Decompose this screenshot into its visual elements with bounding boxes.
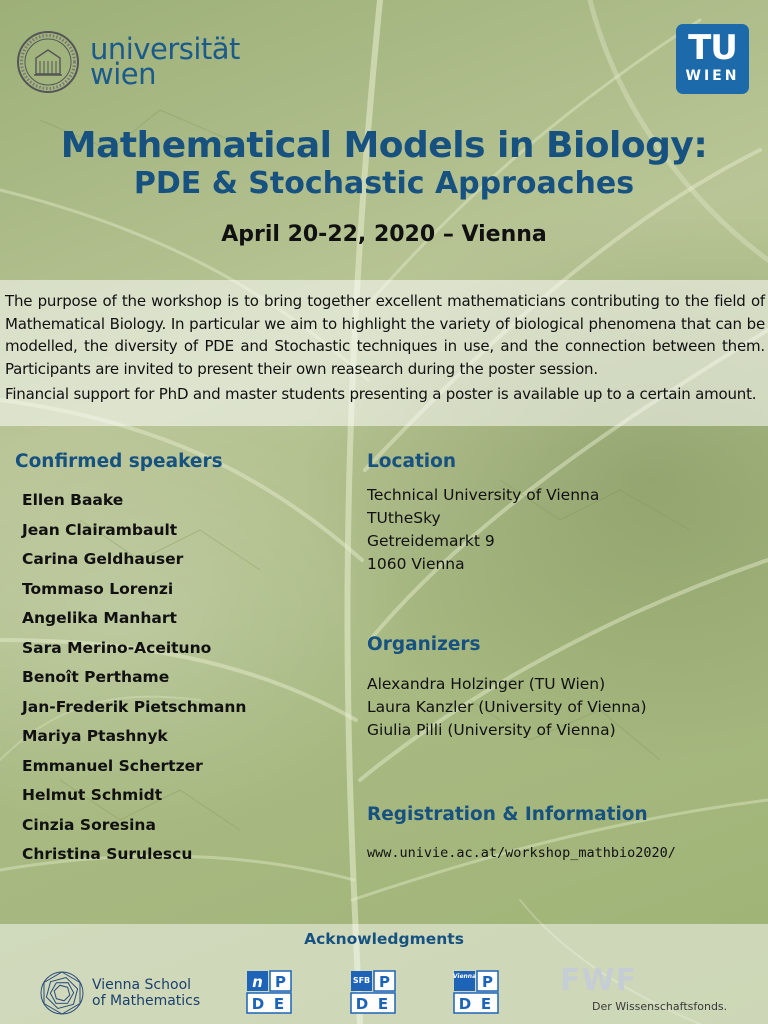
speaker-name: Jan-Frederik Pietschmann [22, 697, 247, 716]
speaker-name: Benoît Perthame [22, 668, 170, 686]
location-line: Technical University of Vienna [367, 486, 600, 504]
vienna-label: Vienna [453, 973, 477, 980]
npde-n: n [252, 973, 263, 991]
location-line: TUtheSky [367, 509, 441, 527]
organizers-list [367, 673, 647, 742]
acknowledgments-heading: Acknowledgments [304, 930, 464, 948]
vsm-spiral-icon [38, 969, 86, 1017]
vienna-e: E [480, 995, 492, 1013]
registration-heading: Registration & Information [367, 804, 648, 825]
speaker-name: Christina Surulescu [22, 845, 193, 863]
organizers-heading: Organizers [367, 634, 481, 655]
vienna-school-of-mathematics-logo [38, 969, 200, 1017]
speaker-name: Ellen Baake [22, 491, 124, 509]
npde-e: E [273, 995, 285, 1013]
speaker-name: Tommaso Lorenzi [22, 579, 174, 598]
vienna-p: P [482, 973, 493, 991]
vienna-d: D [458, 995, 472, 1013]
sfb-pde-logo [350, 970, 396, 1014]
financial-support-paragraph: Financial support for PhD and master students presenting a poster is available up to a certain amount. [5, 385, 757, 403]
speakers-heading: Confirmed speakers [15, 451, 223, 472]
speaker-name: Helmut Schmidt [22, 786, 163, 804]
vsm-label-line2: of Mathematics [92, 993, 201, 1009]
speaker-name: Emmanuel Schertzer [22, 756, 203, 775]
speaker-name: Angelika Manhart [22, 609, 177, 627]
speaker-name: Sara Merino-Aceituno [22, 638, 212, 657]
registration-url[interactable]: www.univie.ac.at/workshop_mathbio2020/ [367, 845, 676, 861]
sfb-label: SFB [352, 976, 371, 985]
fwf-mark: FWF [560, 963, 638, 998]
university-seal-icon [16, 30, 80, 94]
sfb-p: P [379, 973, 390, 991]
npde-logo [246, 970, 292, 1014]
location-line: 1060 Vienna [367, 555, 465, 573]
organizer-name: Laura Kanzler (University of Vienna) [367, 698, 647, 716]
university-of-vienna-logo [16, 30, 240, 94]
tu-logo-subtext: WIEN [685, 68, 740, 84]
workshop-date: April 20-22, 2020 – Vienna [221, 222, 547, 247]
workshop-title: Mathematical Models in Biology: [60, 125, 708, 166]
organizer-name: Giulia Pilli (University of Vienna) [367, 721, 616, 739]
sfb-e: E [377, 995, 389, 1013]
speaker-name: Jean Clairambault [22, 520, 178, 539]
vsm-label-line1: Vienna School [92, 977, 192, 993]
tu-wien-logo [676, 24, 749, 94]
workshop-subtitle: PDE & Stochastic Approaches [133, 166, 635, 201]
organizer-name: Alexandra Holzinger (TU Wien) [367, 675, 606, 693]
speaker-name: Carina Geldhauser [22, 550, 184, 568]
location-heading: Location [367, 451, 457, 472]
speaker-name: Cinzia Soresina [22, 815, 156, 834]
university-name-line2: wien [90, 57, 156, 91]
location-line: Getreidemarkt 9 [367, 532, 495, 550]
npde-d: D [251, 995, 265, 1013]
speaker-name: Mariya Ptashnyk [22, 727, 168, 745]
tu-logo-text: TU [688, 28, 737, 68]
sfb-d: D [355, 995, 369, 1013]
purpose-paragraph: The purpose of the workshop is to bring together excellent mathematicians contributing to the field of Mathematical Biology. In particular we aim to highlight the variety of biological phenomena that can be modelled, the diversity of PDE and Stochastic techniques in use, and the connection between them. Participants are invited to present their own reasearch during the poster session. [5, 292, 765, 378]
vienna-pde-logo [453, 970, 499, 1014]
fwf-tagline: Der Wissenschaftsfonds. [592, 1000, 728, 1013]
location-details [367, 484, 599, 576]
speakers-list [22, 487, 246, 871]
university-name-line1: universität [90, 32, 240, 66]
npde-p: P [275, 973, 286, 991]
fwf-logo [560, 963, 760, 1013]
